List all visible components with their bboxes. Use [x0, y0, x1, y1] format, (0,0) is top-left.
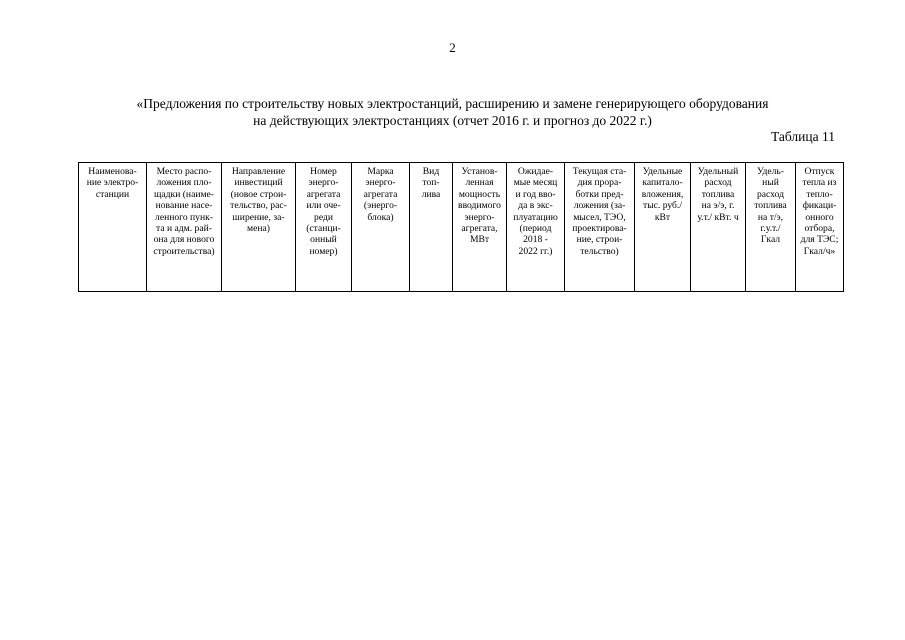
column-header-unit-model: Марка энерго- агрегата (энерго- блока) — [352, 163, 410, 292]
column-header-station-name: Наименова- ние электро- станции — [79, 163, 147, 292]
table-label: Таблица 11 — [771, 129, 835, 144]
column-header-site-location: Место распо- ложения пло- щадки (наиме- нование насе- ленного пунк- та и адм. рай- она для нового строительства) — [147, 163, 222, 292]
title-line-2: на действующих электростанциях (отчет 2016 г. и прогноз до 2022 г.) — [253, 113, 652, 128]
title-line-1: «Предложения по строительству новых электростанций, расширению и замене генерирующего оборудования — [136, 96, 769, 111]
page-number: 2 — [449, 40, 456, 55]
column-header-fuel-consumption-electricity: Удельный расход топлива на э/э, г. у.т./ кВт. ч — [691, 163, 746, 292]
column-header-investment-direction: Направление инвестиций (новое строи- тельство, рас- ширение, за- мена) — [222, 163, 296, 292]
column-header-fuel-consumption-heat: Удель- ный расход топлива на т/э, г.у.т./ Гкал — [746, 163, 796, 292]
table-header-row — [79, 163, 844, 292]
document-title — [60, 95, 845, 129]
column-header-unit-number: Номер энерго- агрегата или оче- реди (станци- онный номер) — [296, 163, 352, 292]
column-header-commissioning-date: Ожидае- мые месяц и год вво- да в экс- плуатацию (период 2018 - 2022 гг.) — [507, 163, 565, 292]
column-header-current-stage: Текущая ста- дия прора- ботки пред- ложения (за- мысел, ТЭО, проектирова- ние, строи- тельство) — [565, 163, 635, 292]
column-header-installed-capacity: Установ- ленная мощность вводимого энерго- агрегата, МВт — [453, 163, 507, 292]
column-header-fuel-type: Вид топ- лива — [410, 163, 453, 292]
proposals-table — [78, 162, 844, 292]
column-header-specific-investment: Удельные капитало- вложения, тыс. руб./ кВт — [635, 163, 691, 292]
column-header-heat-supply: Отпуск тепла из тепло- фикаци- онного отбора, для ТЭС; Гкал/ч» — [796, 163, 844, 292]
